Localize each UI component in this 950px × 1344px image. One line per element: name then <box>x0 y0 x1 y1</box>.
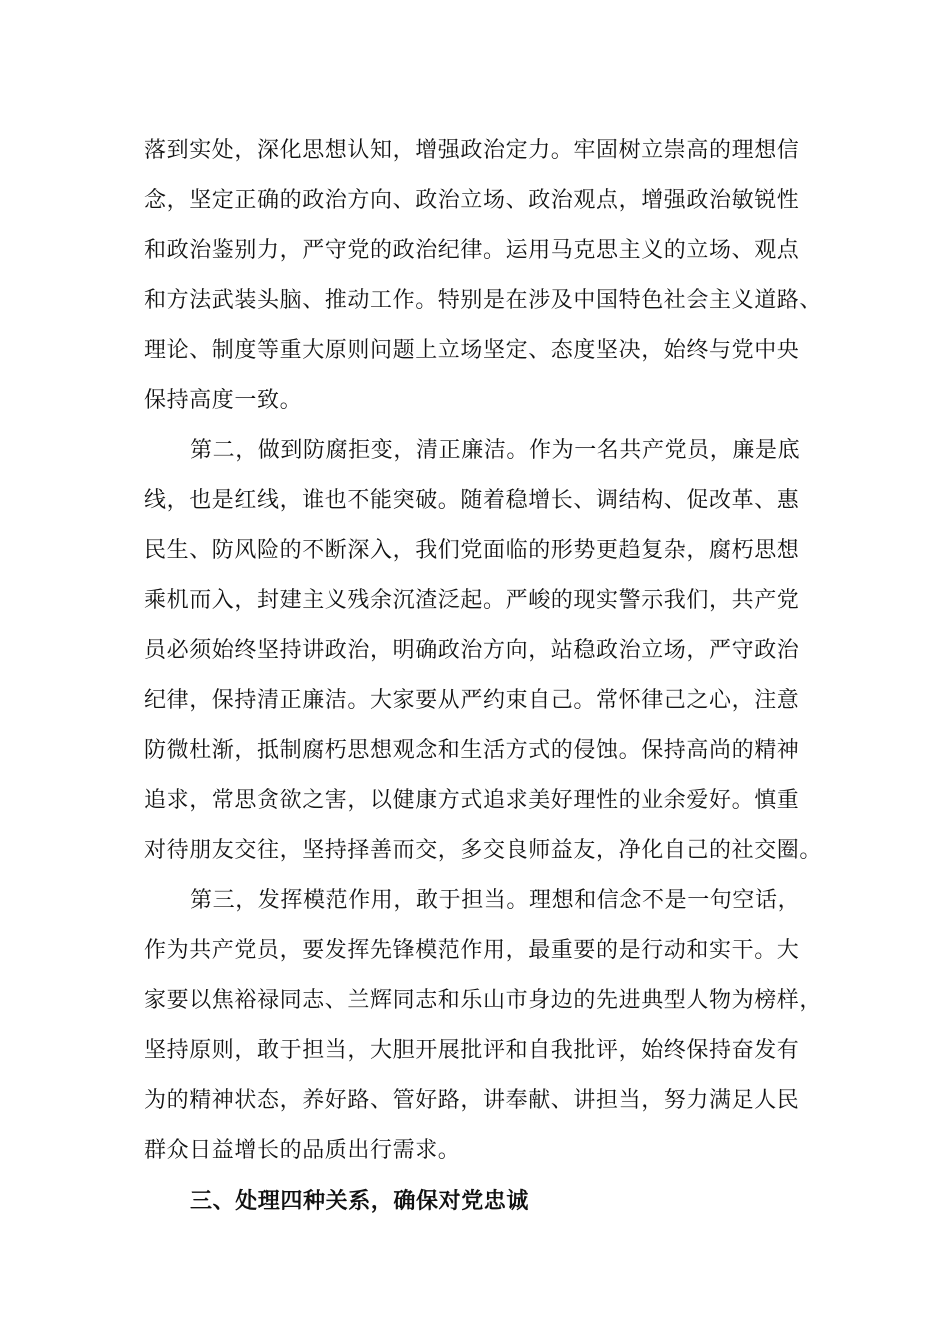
text-line: 和方法武装头脑、推动工作。特别是在涉及中国特色社会主义道路、 <box>144 288 823 313</box>
text-line: 乘机而入，封建主义残余沉渣泛起。严峻的现实警示我们，共产党 <box>144 588 800 613</box>
text-line: 线，也是红线，谁也不能突破。随着稳增长、调结构、促改革、惠 <box>144 488 800 513</box>
text-line: 作为共产党员，要发挥先锋模范作用，最重要的是行动和实干。大 <box>144 938 800 963</box>
text-line: 理论、制度等重大原则问题上立场坚定、态度坚决，始终与党中央 <box>144 338 800 363</box>
text-line: 对待朋友交往，坚持择善而交，多交良师益友，净化自己的社交圈。 <box>144 838 823 863</box>
text-line: 民生、防风险的不断深入，我们党面临的形势更趋复杂，腐朽思想 <box>144 538 800 563</box>
paragraph-start-line: 第三，发挥模范作用，敢于担当。理想和信念不是一句空话， <box>190 888 801 913</box>
text-line: 纪律，保持清正廉洁。大家要从严约束自己。常怀律己之心，注意 <box>144 688 800 713</box>
text-line: 群众日益增长的品质出行需求。 <box>144 1138 461 1163</box>
text-line: 念，坚定正确的政治方向、政治立场、政治观点，增强政治敏锐性 <box>144 188 800 213</box>
text-line: 坚持原则，敢于担当，大胆开展批评和自我批评，始终保持奋发有 <box>144 1038 800 1063</box>
text-line: 防微杜渐，抵制腐朽思想观念和生活方式的侵蚀。保持高尚的精神 <box>144 738 800 763</box>
text-line: 为的精神状态，养好路、管好路，讲奉献、讲担当，努力满足人民 <box>144 1088 800 1113</box>
paragraph-start-line: 第二，做到防腐拒变，清正廉洁。作为一名共产党员，廉是底 <box>190 438 801 463</box>
text-line: 和政治鉴别力，严守党的政治纪律。运用马克思主义的立场、观点 <box>144 238 800 263</box>
text-line: 落到实处，深化思想认知，增强政治定力。牢固树立崇高的理想信 <box>144 138 800 163</box>
text-line: 追求，常思贪欲之害，以健康方式追求美好理性的业余爱好。慎重 <box>144 788 800 813</box>
section-heading: 三、处理四种关系，确保对党忠诚 <box>190 1188 530 1214</box>
text-line: 家要以焦裕禄同志、兰辉同志和乐山市身边的先进典型人物为榜样， <box>144 988 823 1013</box>
text-line: 员必须始终坚持讲政治，明确政治方向，站稳政治立场，严守政治 <box>144 638 800 663</box>
text-line: 保持高度一致。 <box>144 388 303 413</box>
